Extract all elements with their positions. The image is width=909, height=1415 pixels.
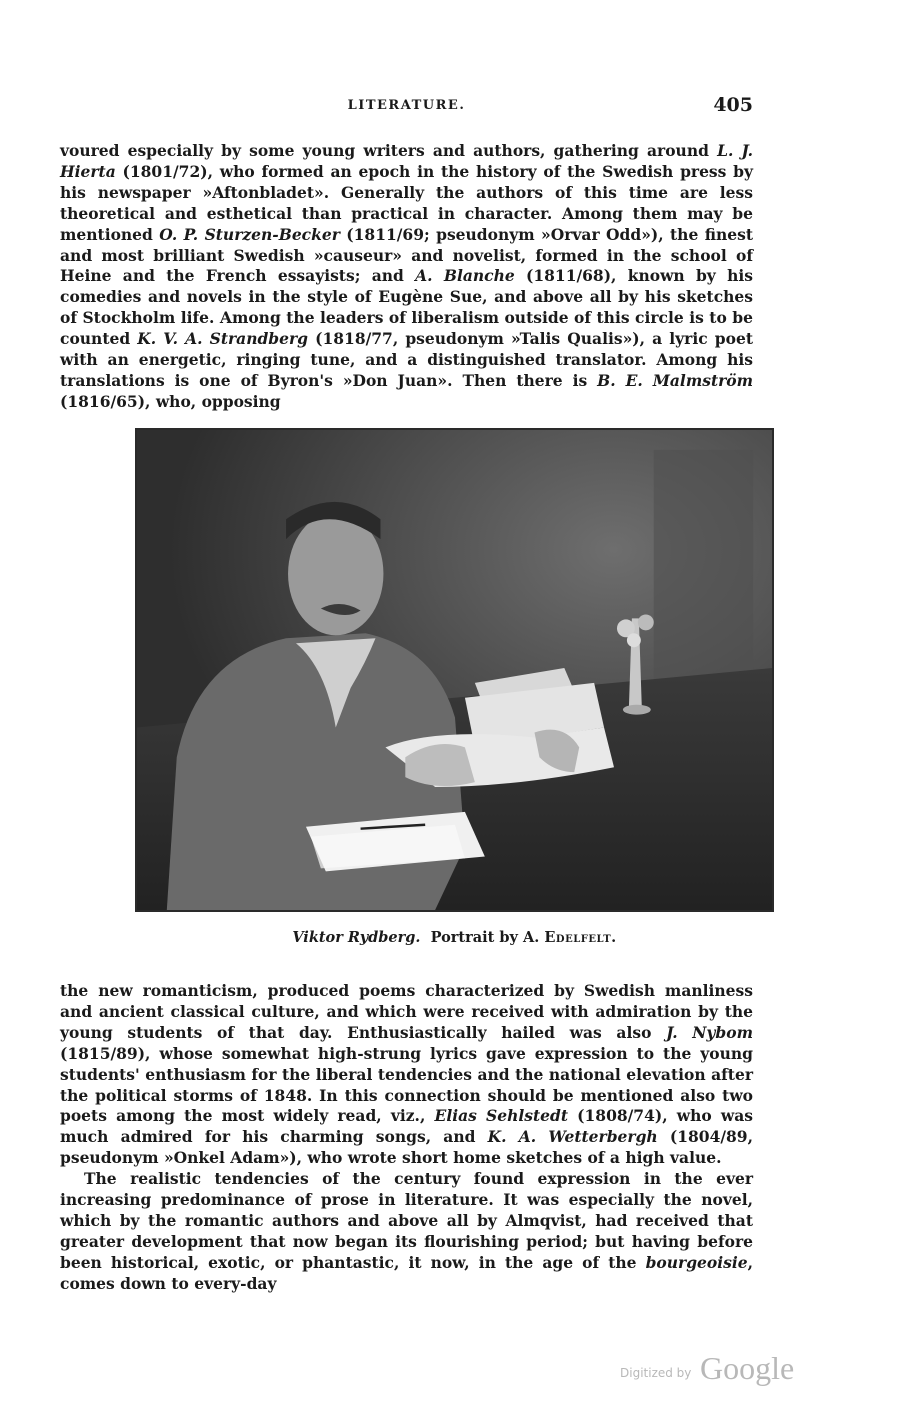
caption-artist: Edelfelt. xyxy=(544,929,617,946)
paragraph: the new romanticism, produced poems characterized by Swedish manliness and ancient classical culture, and which were received with admiration by the young students of that day. Enthusiastically hailed was also J. Nybom (1815/89), whose somewhat high-strung lyrics gave expression to the young students' enthusiasm for the liberal tendencies and the national elevation after the political storms of 1848. In this connection should be mentioned also two poets among the most widely read, viz., Elias Sehlstedt (1808/74), who was much admired for his charming songs, and K. A. Wetterbergh (1804/89, pseudonym »Onkel Adam»), who wrote short home sketches of a high value. xyxy=(60,981,753,1168)
italic-name: K. A. Wetterbergh xyxy=(487,1127,658,1147)
running-head: LITERATURE. xyxy=(347,98,466,113)
italic-name: K. V. A. Strandberg xyxy=(137,329,309,349)
italic-name: B. E. Malmström xyxy=(597,370,754,390)
paragraph: voured especially by some young writers and authors, gathering around L. J. Hierta (1801/72), who formed an epoch in the history of the Swedish press by his newspaper »Aftonbladet». Generally the authors of this time are less theoretical and esthetical than practical in character. Among them may be mentioned O. P. Sturzen-Becker (1811/69; pseudonym »Orvar Odd»), the finest and most brilliant Swedish »causeur» and novelist, formed in the school of Heine and the French essayists; and A. Blanche (1811/68), known by his comedies and novels in the style of Eugène Sue, and above all by his sketches of Stockholm life. Among the leaders of liberalism outside of this circle is to be counted K. V. A. Strandberg (1818/77, pseudonym »Talis Qualis»), a lyric poet with an energetic, ringing tune, and a distinguished translator. Among his translations is one of Byron's »Don Juan». Then there is B. E. Malmström (1816/65), who, opposing xyxy=(60,141,754,411)
figure-caption xyxy=(135,929,774,946)
italic-name: J. Nybom xyxy=(666,1022,753,1042)
portrait-image xyxy=(137,430,772,910)
google-logo: Google xyxy=(700,1350,795,1386)
caption-text: Portrait by A. xyxy=(430,929,545,946)
italic-name: bourgeoisie xyxy=(645,1252,748,1272)
italic-name: L. J. Hierta xyxy=(60,141,753,181)
digitized-watermark xyxy=(620,1350,820,1390)
page-number: 405 xyxy=(713,94,753,116)
page-header xyxy=(60,94,753,118)
paragraph: The realistic tendencies of the century found expression in the ever increasing predominance of prose in literature. It was especially the novel, which by the romantic authors and above all by Almqvist, had received that greater development that now began its flourishing period; but having before been historical, exotic, or phantastic, it now, in the age of the bourgeoisie, comes down to every-day xyxy=(60,1169,753,1293)
italic-name: A. Blanche xyxy=(415,266,515,286)
caption-name: Viktor Rydberg. xyxy=(292,929,421,946)
italic-name: Elias Sehlstedt xyxy=(434,1106,568,1126)
watermark-prefix: Digitized by xyxy=(620,1366,692,1380)
italic-name: O. P. Sturzen-Becker xyxy=(159,224,340,244)
portrait-illustration xyxy=(135,428,774,912)
